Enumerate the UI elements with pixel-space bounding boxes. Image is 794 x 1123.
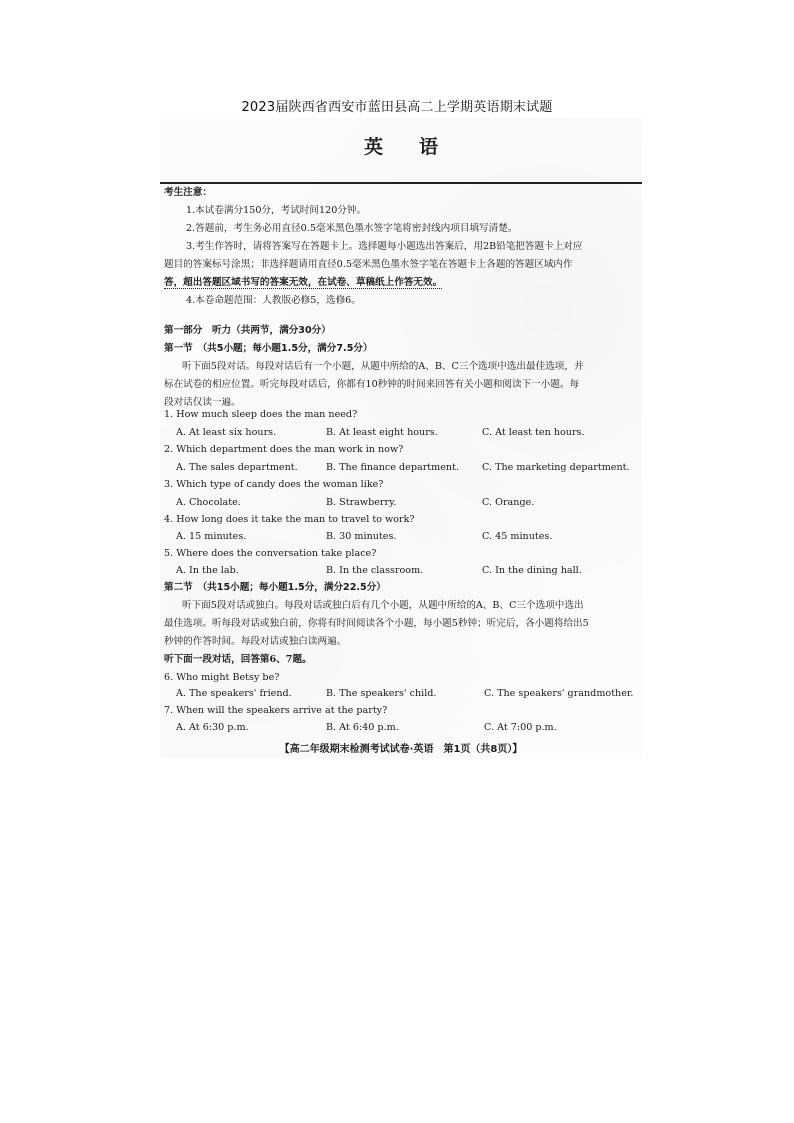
option-c: C. The marketing department. <box>482 462 630 473</box>
page-footer: 【高二年级期末检测考试试卷·英语 第1页（共8页）】 <box>279 744 523 755</box>
option-a: A. The sales department. <box>176 462 298 473</box>
section2-instruction: 听下面5段对话或独白。每段对话或独白后有几个小题，从题中所给的A、B、C三个选项中选出 <box>182 600 584 611</box>
question-stem: 1. How much sleep does the man need? <box>164 409 358 420</box>
option-b: B. At 6:40 p.m. <box>326 722 399 733</box>
scanned-exam-page <box>160 118 642 758</box>
header-divider <box>160 182 642 184</box>
notice-item: 1.本试卷满分150分，考试时间120分钟。 <box>186 205 367 216</box>
part1-heading: 第一部分 听力（共两节，满分30分） <box>164 325 331 336</box>
option-c: C. 45 minutes. <box>482 531 553 542</box>
notice-item-text: 答，超出答题区域书写的答案无效，在试卷、草稿纸上作答无效。 <box>164 277 443 288</box>
option-c: C. In the dining hall. <box>482 565 582 576</box>
question-stem: 2. Which department does the man work in now? <box>164 444 404 455</box>
section2-sub-heading: 听下面一段对话，回答第6、7题。 <box>164 654 312 665</box>
question-stem: 6. Who might Betsy be? <box>164 672 280 683</box>
option-c: C. Orange. <box>482 497 535 508</box>
section1-instruction: 段对话仅读一遍。 <box>164 397 241 408</box>
option-c: C. At 7:00 p.m. <box>484 722 557 733</box>
section2-heading: 第二节 （共15小题；每小题1.5分，满分22.5分） <box>164 582 386 593</box>
option-b: B. The finance department. <box>326 462 460 473</box>
option-b: B. 30 minutes. <box>326 531 397 542</box>
option-c: C. The speakers' grandmother. <box>484 688 634 699</box>
notice-heading: 考生注意： <box>164 187 212 198</box>
section1-heading: 第一节 （共5小题；每小题1.5分，满分7.5分） <box>164 343 373 354</box>
question-stem: 4. How long does it take the man to travel to work? <box>164 514 415 525</box>
option-b: B. The speakers' child. <box>326 688 437 699</box>
section1-instruction: 听下面5段对话。每段对话后有一个小题，从题中所给的A、B、C三个选项中选出最佳选项，并 <box>182 361 584 372</box>
option-a: A. 15 minutes. <box>176 531 247 542</box>
notice-item: 题目的答案标号涂黑；非选择题请用直径0.5毫米黑色墨水签字笔在答题卡上各题的答题区域内作 <box>164 259 573 270</box>
document-title: 2023届陕西省西安市蓝田县高二上学期英语期末试题 <box>241 100 553 115</box>
section1-instruction: 标在试卷的相应位置。听完每段对话后，你都有10秒钟的时间来回答有关小题和阅读下一小题。每 <box>164 379 580 390</box>
section2-instruction: 秒钟的作答时间。每段对话或独白读两遍。 <box>164 636 347 647</box>
option-b: B. At least eight hours. <box>326 427 438 438</box>
question-stem: 5. Where does the conversation take place? <box>164 548 377 559</box>
notice-item: 2.答题前，考生务必用直径0.5毫米黑色墨水签字笔将密封线内项目填写清楚。 <box>186 223 518 234</box>
subject-heading: 英语 <box>363 136 474 158</box>
option-c: C. At least ten hours. <box>482 427 585 438</box>
question-stem: 3. Which type of candy does the woman like? <box>164 479 384 490</box>
question-stem: 7. When will the speakers arrive at the party? <box>164 705 388 716</box>
option-a: A. At least six hours. <box>176 427 277 438</box>
option-a: A. Chocolate. <box>176 497 241 508</box>
option-b: B. Strawberry. <box>326 497 397 508</box>
option-a: A. At 6:30 p.m. <box>176 722 249 733</box>
notice-item-emphasis <box>164 276 442 290</box>
option-a: A. In the lab. <box>176 565 239 576</box>
notice-item: 4.本卷命题范围：人教版必修5，选修6。 <box>186 295 361 306</box>
option-b: B. In the classroom. <box>326 565 424 576</box>
option-a: A. The speakers' friend. <box>176 688 292 699</box>
section2-instruction: 最佳选项。听每段对话或独白前，你将有时间阅读各个小题，每小题5秒钟；听完后，各小题将给出5 <box>164 618 589 629</box>
notice-item: 3.考生作答时，请将答案写在答题卡上。选择题每小题选出答案后，用2B铅笔把答题卡上对应 <box>186 241 583 252</box>
